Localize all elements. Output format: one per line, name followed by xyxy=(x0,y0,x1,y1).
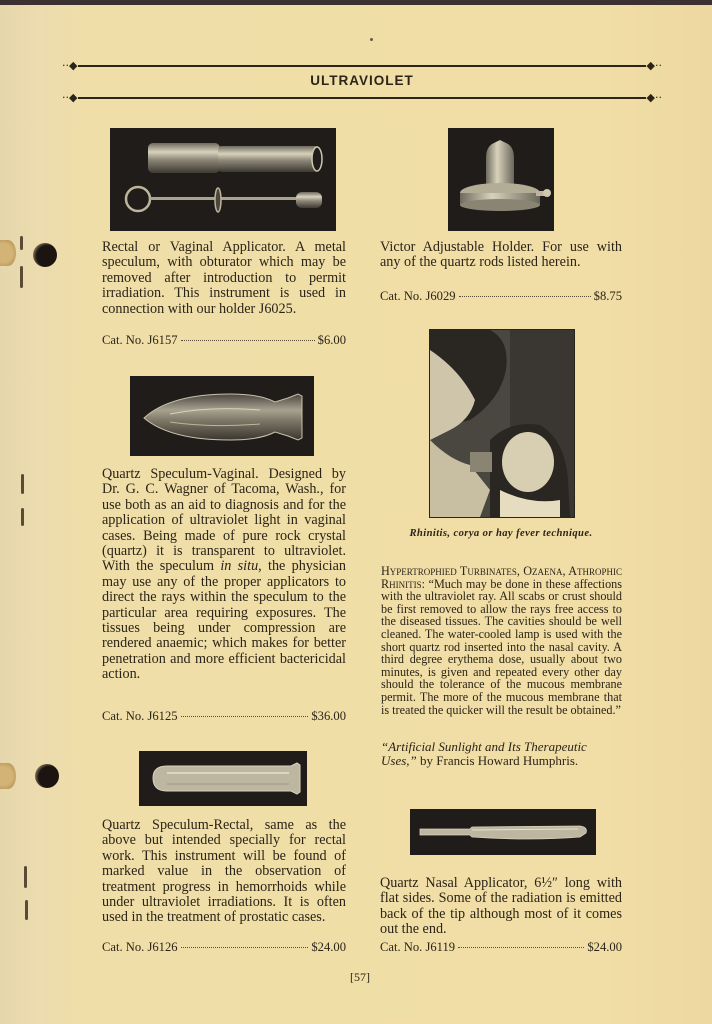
header-rule-bottom xyxy=(62,91,662,105)
quote-block xyxy=(381,565,622,716)
page-tear-mark xyxy=(24,866,27,888)
description-text: Quartz Speculum-Vaginal. Designed by Dr. G. C. Wagner of Tacoma, Wash., for use both as an aid to diagnosis and for the application of ultraviolet light in vaginal cases. Being made of pure rock crystal (quartz) it is transparent to ultraviolet. With the speculum xyxy=(102,466,346,575)
page-tear-mark xyxy=(20,266,23,288)
ornament-icon: ◆·· xyxy=(646,59,662,72)
paper-speck xyxy=(370,38,373,41)
binder-hole-partial xyxy=(0,240,16,266)
cat-number: J6126 xyxy=(147,940,178,954)
treatment-photo xyxy=(429,329,575,518)
citation-title: “Artificial Sunlight and Its Therapeutic Uses,” xyxy=(381,739,587,768)
binder-hole-partial xyxy=(0,763,16,789)
quote-heading: Hypertrophied Turbinates, Ozaena, Athrophic Rhinitis: xyxy=(381,564,622,591)
page-tear-mark xyxy=(25,900,28,920)
product-image-quartz-speculum-rectal xyxy=(139,751,307,806)
price: $24.00 xyxy=(311,940,346,954)
dot-leader xyxy=(458,947,584,948)
quote-citation xyxy=(381,740,622,767)
binder-hole xyxy=(33,243,57,267)
quote-body: “Much may be done in these affections with the ultraviolet ray. All scabs or crust should be first removed to allow the rays free access to the diseased tissues. The cavities should be well cleaned. The water-cooled lamp is used with the short quartz rod inserted into the nasal cavity. A third degree erythema dose, usually about two minutes, is given and repeated every other day should the tolerance of the mucous membrane permit. The more of the mucous membrane that is treated the quicker will the result be obtained.” xyxy=(381,576,622,717)
product-description: Quartz Nasal Applicator, 6½″ long with flat sides. Some of the radiation is emitted back of the tip although most of it comes out the end. xyxy=(380,875,622,938)
catalog-line xyxy=(102,940,346,955)
description-italic: in situ, xyxy=(220,558,262,575)
cat-number: J6119 xyxy=(425,940,456,954)
page-tear-mark xyxy=(20,236,23,250)
cat-number: J6125 xyxy=(147,709,178,723)
product-image-rectal-vaginal-applicator xyxy=(110,128,336,231)
cat-label: Cat. No. xyxy=(102,940,145,954)
binder-hole xyxy=(35,764,59,788)
product-image-quartz-speculum-vaginal xyxy=(130,376,314,456)
ornament-icon: ··◆ xyxy=(62,91,78,104)
price: $8.75 xyxy=(593,289,622,303)
page-tear-mark xyxy=(21,508,24,526)
cat-label: Cat. No. xyxy=(380,289,423,303)
cat-label: Cat. No. xyxy=(380,940,423,954)
ornament-icon: ··◆ xyxy=(62,59,78,72)
catalog-line xyxy=(102,709,346,724)
price: $24.00 xyxy=(587,940,622,954)
page-title: ULTRAVIOLET xyxy=(310,73,414,88)
price: $6.00 xyxy=(317,333,346,347)
page-top-edge xyxy=(0,0,712,5)
page-number: [57] xyxy=(350,970,370,984)
catalog-line xyxy=(380,940,622,955)
dot-leader xyxy=(459,296,591,297)
product-description: Rectal or Vaginal Applicator. A metal speculum, with obturator which may be removed after introduction to permit irradiation. This instrument is used in connection with our holder J6025. xyxy=(102,239,346,317)
product-image-victor-adjustable-holder xyxy=(448,128,554,231)
dot-leader xyxy=(181,716,309,717)
cat-number: J6029 xyxy=(425,289,456,303)
product-description: Victor Adjustable Holder. For use with any of the quartz rods listed herein. xyxy=(380,239,622,271)
product-description: Quartz Speculum-Rectal, same as the above but intended specially for rectal work. This instrument will be found of marked value in the observation of treatment progress in hemorrhoids while under ultraviolet irradiations. It is often used in the treatment of prostatic cases. xyxy=(102,817,346,926)
description-text: the physician may use any of the proper applicators to direct the rays within the speculum to the particular area requiring exposures. The tissues being under compression are rendered anaemic; which makes for better penetration and more efficient bactericidal action. xyxy=(102,558,346,683)
photo-caption: Rhinitis, corya or hay fever technique. xyxy=(409,528,593,539)
product-description xyxy=(102,467,346,683)
cat-number: J6157 xyxy=(147,333,178,347)
product-image-quartz-nasal-applicator xyxy=(410,809,596,855)
catalog-line xyxy=(102,333,346,348)
cat-label: Cat. No. xyxy=(102,709,145,723)
dot-leader xyxy=(181,947,309,948)
catalog-line xyxy=(380,289,622,304)
dot-leader xyxy=(181,340,315,341)
page-tear-mark xyxy=(21,474,24,494)
cat-label: Cat. No. xyxy=(102,333,145,347)
header-rule-top xyxy=(62,59,662,73)
citation-author: by Francis Howard Humphris. xyxy=(416,752,579,768)
ornament-icon: ◆·· xyxy=(646,91,662,104)
price: $36.00 xyxy=(311,709,346,723)
